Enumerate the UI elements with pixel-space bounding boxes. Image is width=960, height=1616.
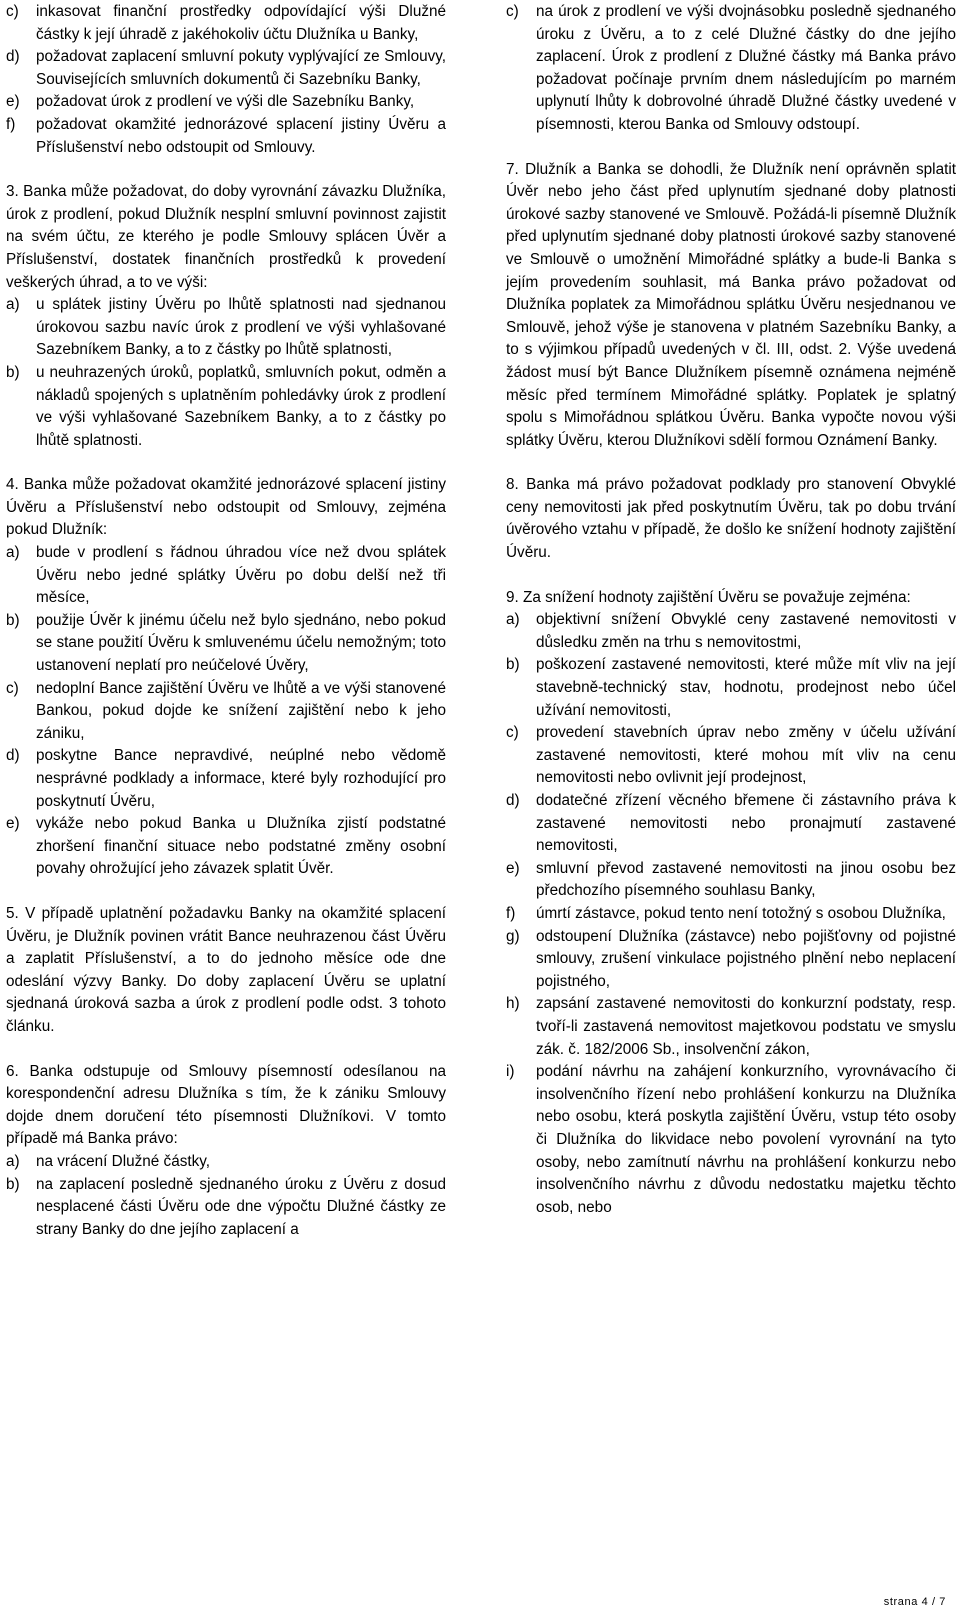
item-text: u splátek jistiny Úvěru po lhůtě splatnosti nad sjednanou úrokovou sazbu navíc úrok z prodlení ve výši vyhlašované Sazebníkem Banky, a to z částky po lhůtě splatnosti, <box>36 296 446 359</box>
list-item <box>6 542 446 610</box>
item-text: objektivní snížení Obvyklé ceny zastavené nemovitosti v důsledku změn na trhu s nemovitostmi, <box>536 611 956 651</box>
item-text: u neuhrazených úroků, poplatků, smluvních pokut, odměn a nákladů spojených s uplatněním pohledávky úrok z prodlení ve výši vyhlašované Sazebníkem Banky, a to z částky po lhůtě splatnosti. <box>36 363 446 449</box>
item-text: vykáže nebo pokud Banka u Dlužníka zjistí podstatné zhoršení finanční situace nebo podstatné změny osobní povahy ohrožující jeho závazek splatit Úvěr. <box>36 815 446 878</box>
item-label: d) <box>6 747 20 765</box>
list-item <box>6 813 446 881</box>
item-label: a) <box>506 611 520 629</box>
paragraph-text: 6. Banka odstupuje od Smlouvy písemností odesílanou na korespondenční adresu Dlužníka s tím, že k zániku Smlouvy dojde dnem doručení této písemnosti Dlužníkovi. V tomto případě má Banka právo: <box>6 1062 446 1148</box>
item-label: e) <box>6 815 20 833</box>
item-label: g) <box>506 927 520 945</box>
item-text: podání návrhu na zahájení konkurzního, vyrovnávacího či insolvenčního řízení nebo prohlášení konkurzu na Dlužníka nebo osobu, která poskytla zajištění Úvěru, vstup této osoby či Dlužníka do likvidace nebo povolení vyrovnání na tyto osoby, nebo zamítnutí návrhu na prohlášení konkurzu nebo insolvenčního návrhu z důvodu nedostatku majetku těchto osob, nebo <box>536 1063 956 1216</box>
list-item <box>506 903 956 926</box>
list-item <box>6 745 446 813</box>
list-item <box>6 91 446 114</box>
item-text: odstoupení Dlužníka (zástavce) nebo pojišťovny od pojistné smlouvy, zrušení vinkulace pojistného plnění nebo neplacení pojistného, <box>536 927 956 990</box>
item-label: d) <box>6 48 20 66</box>
item-label: b) <box>6 1175 20 1193</box>
item-text: požadovat úrok z prodlení ve výši dle Sazebníku Banky, <box>36 93 415 111</box>
item-label: b) <box>6 363 20 381</box>
item-label: f) <box>506 904 516 922</box>
item-text: inkasovat finanční prostředky odpovídající výši Dlužné částky k její úhradě z jakéhokoliv účtu Dlužníka u Banky, <box>36 3 446 43</box>
list-item <box>506 926 956 994</box>
list-item <box>6 1174 446 1242</box>
item-text: poškození zastavené nemovitosti, které může mít vliv na její stavebně-technický stav, hodnotu, prodejnost nebo účel užívání nemovitosti, <box>536 656 956 719</box>
item-text: zapsání zastavené nemovitosti do konkurzní podstaty, resp. tvoří-li zastavená nemovitost majetkovou podstatu ve smyslu zák. č. 182/2006 Sb., insolvenční zákon, <box>536 995 956 1058</box>
item-text: úmrtí zástavce, pokud tento není totožný s osobou Dlužníka, <box>536 904 946 922</box>
item-text: požadovat zaplacení smluvní pokuty vyplývající ze Smlouvy, Souvisejících smluvních dokumentů či Sazebníku Banky, <box>36 48 446 88</box>
item-label: d) <box>506 792 520 809</box>
item-label: i) <box>506 1063 515 1081</box>
list-item <box>506 858 956 903</box>
item-text: na vrácení Dlužné částky, <box>36 1152 211 1170</box>
paragraph-text: 9. Za snížení hodnoty zajištění Úvěru se považuje zejména: <box>506 588 911 606</box>
item-label: c) <box>506 724 519 742</box>
list-item <box>6 46 446 91</box>
item-label: c) <box>6 3 19 20</box>
paragraph-7: 7. Dlužník a Banka se dohodli, že Dlužník není oprávněn splatit Úvěr nebo jeho část před uplynutím sjednané doby platnosti úrokové sazby stanovené ve Smlouvě. Požádá-li písemně Dlužník před uplynutím sjednané doby platnosti úrokové sazby stanovené ve Smlouvě o umožnění Mimořádné splátky a bude-li Banka s jejím provedením souhlasit, má Banka právo požadovat od Dlužníka poplatek za Mimořádnou splátku Úvěru nesjednanou ve Smlouvě, jehož výše je stanovena v platném Sazebníku Banky, a to s výjimkou případů uvedených v čl. III, odst. 2. Výše uvedená žádost musí být Bance Dlužníkem písemně oznámena nejméně měsíc před termínem Mimořádné splátky. Poplatek je splatný spolu s Mimořádnou splátkou Úvěru. Banka vypočte novou výši splátky Úvěru, kterou Dlužníkovi sdělí formou Oznámení Banky. <box>506 160 956 449</box>
paragraph-6-continued <box>506 1 956 137</box>
paragraph-3 <box>6 181 446 452</box>
paragraph-6 <box>6 1061 446 1242</box>
page-number: strana 4 / 7 <box>883 1596 946 1608</box>
item-text: na zaplacení posledně sjednaného úroku z Úvěru z dosud nesplacené části Úvěru ode dne výpočtu Dlužné částky ze strany Banky do dne jejího zaplacení a <box>36 1175 446 1238</box>
list-group-rights <box>6 1 446 159</box>
item-label: a) <box>6 544 20 562</box>
left-column <box>6 1 446 1251</box>
item-text: na úrok z prodlení ve výši dvojnásobku posledně sjednaného úroku z Úvěru, a to z celé Dlužné částky do dne jejího zaplacení. Úrok z prodlení z Dlužné částky má Banka právo požadovat počínaje prvním dnem následujícím po marném uplynutí lhůty k dobrovolné úhradě Dlužné částky uvedené v písemnosti, kterou Banka od Smlouvy odstoupí. <box>536 3 956 133</box>
item-text: dodatečné zřízení věcného břemene či zástavního práva k zastavené nemovitosti nebo pronajmutí zastavené nemovitosti, <box>536 792 956 855</box>
paragraph-5: 5. V případě uplatnění požadavku Banky na okamžité splacení Úvěru, je Dlužník povinen vrátit Bance neuhrazenou část Úvěru a zaplatit Příslušenství, a to do jednoho měsíce ode dne odeslání výzvy Banky. Do doby zaplacení Úvěru se uplatní sjednaná úroková sazba a úrok z prodlení podle odst. 3 tohoto článku. <box>6 904 446 1035</box>
list-item <box>6 610 446 678</box>
item-label: c) <box>6 679 19 697</box>
list-item <box>506 654 956 722</box>
paragraph-8: 8. Banka má právo požadovat podklady pro stanovení Obvyklé ceny nemovitosti jak před poskytnutím Úvěru, tak po dobu trvání úvěrového vztahu v případě, že došlo ke snížení hodnoty zajištění Úvěru. <box>506 476 956 562</box>
item-text: použije Úvěr k jinému účelu než bylo sjednáno, nebo pokud se stane použití Úvěru k smluvenému účelu nemožným; toto ustanovení neplatí pro neúčelové Úvěry, <box>36 611 446 675</box>
paragraph-9 <box>506 587 956 1220</box>
paragraph-text: 3. Banka může požadovat, do doby vyrovnání závazku Dlužníka, úrok z prodlení, pokud Dlužník nesplní smluvní povinnost zajistit na svém účtu, ze kterého je podle Smlouvy splácen Úvěr a Příslušenství, dostatek finančních prostředků k provedení veškerých úhrad, a to ve výši: <box>6 183 446 291</box>
item-text: smluvní převod zastavené nemovitosti na jinou osobu bez předchozího písemného souhlasu Banky, <box>536 859 956 900</box>
item-text: bude v prodlení s řádnou úhradou více než dvou splátek Úvěru nebo jedné splátky Úvěru po dobu delší než tři měsíce, <box>36 544 446 607</box>
list-item <box>6 1151 446 1174</box>
item-label: e) <box>6 93 20 111</box>
item-text: provedení stavebních úprav nebo změny v účelu užívání zastavené nemovitosti, které mohou mít vliv na cenu nemovitosti nebo ovlivnit její prodejnost, <box>536 724 956 787</box>
list-item <box>506 1 956 137</box>
right-column <box>506 1 956 1229</box>
list-item <box>6 678 446 746</box>
list-item <box>506 790 956 858</box>
item-label: b) <box>506 656 520 674</box>
paragraph-4 <box>6 474 446 881</box>
item-text: nedoplní Bance zajištění Úvěru ve lhůtě a ve výši stanovené Bankou, pokud dojde ke snížení zajištění nebo k jeho zániku, <box>36 679 446 742</box>
list-item <box>506 1061 956 1219</box>
item-label: a) <box>6 1152 20 1170</box>
list-item <box>506 993 956 1061</box>
item-label: a) <box>6 296 20 314</box>
list-item <box>6 294 446 362</box>
list-item <box>506 609 956 654</box>
list-item <box>506 722 956 790</box>
item-label: b) <box>6 611 20 629</box>
item-label: e) <box>506 859 520 877</box>
item-text: požadovat okamžité jednorázové splacení jistiny Úvěru a Příslušenství nebo odstoupit od Smlouvy. <box>36 115 446 156</box>
item-text: poskytne Bance nepravdivé, neúplné nebo vědomě nesprávné podklady a informace, které byly rozhodující pro poskytnutí Úvěru, <box>36 747 446 810</box>
item-label: f) <box>6 115 16 133</box>
item-label: c) <box>506 3 519 20</box>
list-item <box>6 114 446 159</box>
paragraph-text: 4. Banka může požadovat okamžité jednorázové splacení jistiny Úvěru a Příslušenství nebo odstoupit od Smlouvy, zejména pokud Dlužník: <box>6 476 446 539</box>
list-item <box>6 362 446 452</box>
list-item <box>6 1 446 46</box>
item-label: h) <box>506 995 520 1013</box>
